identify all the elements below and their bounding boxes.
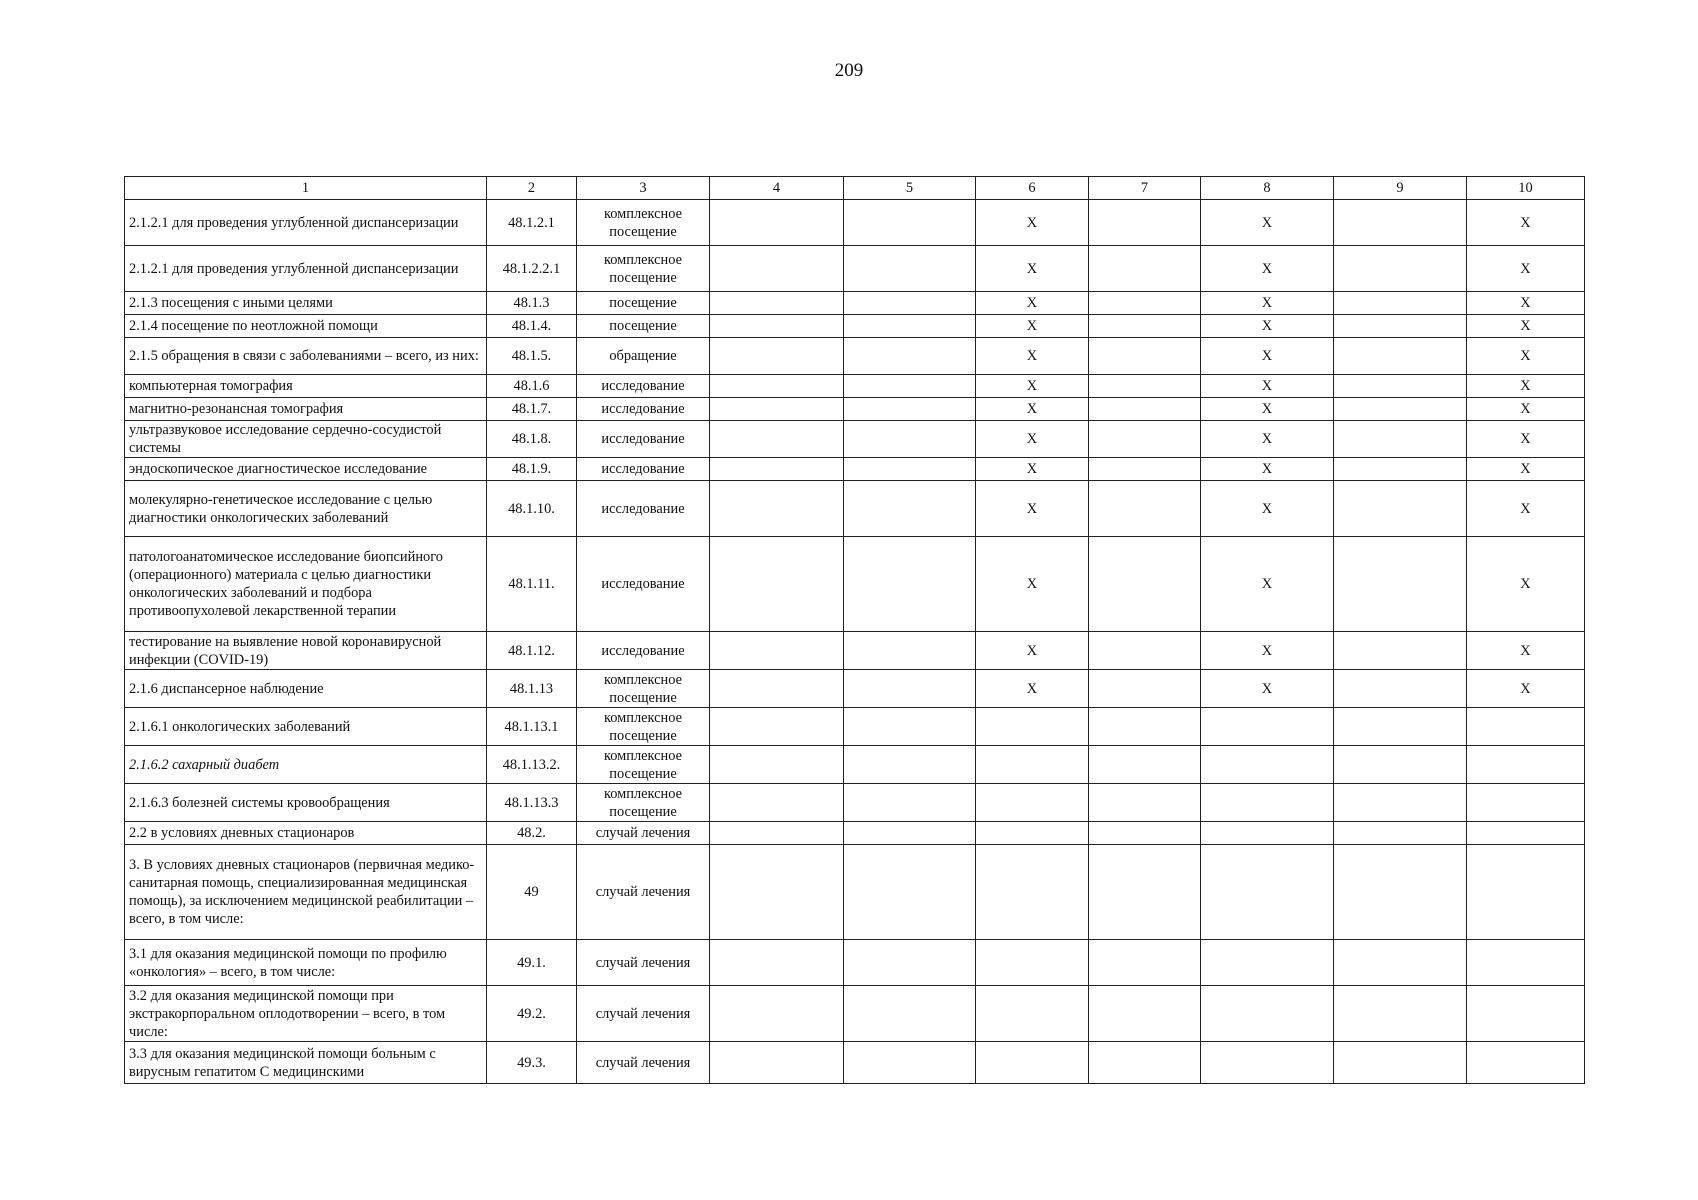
empty-cell	[1334, 315, 1467, 338]
row-unit-cell: исследование	[577, 421, 710, 458]
row-code-cell: 49	[487, 845, 577, 940]
table-row	[125, 481, 1585, 537]
empty-cell	[710, 845, 844, 940]
row-name-cell: 3.2 для оказания медицинской помощи при экстракорпоральном оплодотворении – всего, в том числе:	[125, 986, 487, 1042]
row-code-cell: 48.1.6	[487, 375, 577, 398]
empty-cell	[710, 670, 844, 708]
table-row	[125, 822, 1585, 845]
row-name-cell: патологоанатомическое исследование биопсийного (операционного) материала с целью диагностики онкологических заболеваний и подбора противоопухолевой лекарственной терапии	[125, 537, 487, 632]
x-mark-cell: X	[976, 292, 1089, 315]
x-mark-cell: X	[976, 398, 1089, 421]
x-mark-cell: X	[1467, 537, 1585, 632]
empty-cell	[710, 200, 844, 246]
row-unit-cell: обращение	[577, 338, 710, 375]
empty-cell	[1089, 481, 1201, 537]
row-name-cell: эндоскопическое диагностическое исследование	[125, 458, 487, 481]
empty-cell	[1089, 746, 1201, 784]
empty-cell	[1089, 537, 1201, 632]
x-mark-cell: X	[1201, 338, 1334, 375]
x-mark-cell: X	[1467, 398, 1585, 421]
x-mark-cell: X	[1201, 200, 1334, 246]
x-mark-cell: X	[1201, 292, 1334, 315]
column-header: 5	[844, 177, 976, 200]
empty-cell	[844, 481, 976, 537]
row-unit-cell: случай лечения	[577, 986, 710, 1042]
empty-cell	[844, 822, 976, 845]
column-header: 2	[487, 177, 577, 200]
empty-cell	[1334, 481, 1467, 537]
x-mark-cell: X	[1467, 632, 1585, 670]
table-row	[125, 784, 1585, 822]
x-mark-cell: X	[1467, 246, 1585, 292]
column-header: 9	[1334, 177, 1467, 200]
x-mark-cell	[1467, 708, 1585, 746]
empty-cell	[1334, 822, 1467, 845]
empty-cell	[710, 1042, 844, 1084]
column-header: 8	[1201, 177, 1334, 200]
empty-cell	[844, 458, 976, 481]
empty-cell	[710, 458, 844, 481]
row-name-cell: 2.1.5 обращения в связи с заболеваниями – всего, из них:	[125, 338, 487, 375]
row-unit-cell: исследование	[577, 458, 710, 481]
empty-cell	[710, 784, 844, 822]
empty-cell	[1089, 632, 1201, 670]
row-name-cell: 3.1 для оказания медицинской помощи по профилю «онкология» – всего, в том числе:	[125, 940, 487, 986]
x-mark-cell	[1201, 708, 1334, 746]
x-mark-cell: X	[1467, 375, 1585, 398]
empty-cell	[1089, 822, 1201, 845]
x-mark-cell: X	[976, 200, 1089, 246]
x-mark-cell	[1201, 986, 1334, 1042]
row-name-cell: магнитно-резонансная томография	[125, 398, 487, 421]
empty-cell	[1089, 398, 1201, 421]
row-unit-cell: комплексное посещение	[577, 746, 710, 784]
x-mark-cell: X	[1201, 375, 1334, 398]
x-mark-cell: X	[976, 537, 1089, 632]
column-header: 1	[125, 177, 487, 200]
x-mark-cell	[1467, 845, 1585, 940]
table-row	[125, 458, 1585, 481]
x-mark-cell: X	[1467, 315, 1585, 338]
x-mark-cell: X	[1201, 246, 1334, 292]
row-unit-cell: случай лечения	[577, 940, 710, 986]
row-code-cell: 48.1.5.	[487, 338, 577, 375]
x-mark-cell	[976, 1042, 1089, 1084]
empty-cell	[710, 398, 844, 421]
x-mark-cell: X	[1201, 421, 1334, 458]
empty-cell	[710, 632, 844, 670]
empty-cell	[844, 315, 976, 338]
table-row	[125, 845, 1585, 940]
x-mark-cell	[976, 708, 1089, 746]
row-name-cell: 2.1.2.1 для проведения углубленной диспансеризации	[125, 246, 487, 292]
row-unit-cell: случай лечения	[577, 1042, 710, 1084]
x-mark-cell	[976, 940, 1089, 986]
empty-cell	[1334, 200, 1467, 246]
row-code-cell: 49.2.	[487, 986, 577, 1042]
x-mark-cell	[976, 784, 1089, 822]
empty-cell	[1089, 940, 1201, 986]
row-name-cell: 2.2 в условиях дневных стационаров	[125, 822, 487, 845]
empty-cell	[1334, 398, 1467, 421]
x-mark-cell	[1201, 845, 1334, 940]
x-mark-cell	[1201, 940, 1334, 986]
row-unit-cell: комплексное посещение	[577, 708, 710, 746]
x-mark-cell	[976, 845, 1089, 940]
empty-cell	[710, 940, 844, 986]
empty-cell	[844, 986, 976, 1042]
empty-cell	[1334, 458, 1467, 481]
table-row	[125, 1042, 1585, 1084]
x-mark-cell: X	[976, 246, 1089, 292]
empty-cell	[1089, 1042, 1201, 1084]
row-unit-cell: посещение	[577, 292, 710, 315]
row-unit-cell: посещение	[577, 315, 710, 338]
x-mark-cell	[976, 986, 1089, 1042]
x-mark-cell: X	[1201, 458, 1334, 481]
x-mark-cell	[1467, 746, 1585, 784]
empty-cell	[710, 338, 844, 375]
row-name-cell: 2.1.6.1 онкологических заболеваний	[125, 708, 487, 746]
row-name-cell: 2.1.6.3 болезней системы кровообращения	[125, 784, 487, 822]
row-name-cell: тестирование на выявление новой коронавирусной инфекции (COVID-19)	[125, 632, 487, 670]
table-row	[125, 315, 1585, 338]
empty-cell	[710, 537, 844, 632]
empty-cell	[844, 421, 976, 458]
x-mark-cell: X	[976, 315, 1089, 338]
empty-cell	[1334, 845, 1467, 940]
x-mark-cell: X	[1201, 315, 1334, 338]
table-row	[125, 632, 1585, 670]
empty-cell	[844, 784, 976, 822]
row-name-cell: компьютерная томография	[125, 375, 487, 398]
empty-cell	[844, 375, 976, 398]
x-mark-cell: X	[1201, 632, 1334, 670]
row-code-cell: 48.1.3	[487, 292, 577, 315]
x-mark-cell: X	[976, 338, 1089, 375]
row-code-cell: 48.1.2.1	[487, 200, 577, 246]
x-mark-cell: X	[976, 481, 1089, 537]
empty-cell	[844, 338, 976, 375]
table-row	[125, 292, 1585, 315]
x-mark-cell: X	[976, 458, 1089, 481]
table-row	[125, 375, 1585, 398]
row-code-cell: 48.2.	[487, 822, 577, 845]
empty-cell	[1334, 746, 1467, 784]
empty-cell	[1334, 375, 1467, 398]
empty-cell	[844, 746, 976, 784]
x-mark-cell	[1467, 986, 1585, 1042]
empty-cell	[1089, 200, 1201, 246]
row-unit-cell: исследование	[577, 632, 710, 670]
row-name-cell: ультразвуковое исследование сердечно-сосудистой системы	[125, 421, 487, 458]
empty-cell	[1089, 708, 1201, 746]
x-mark-cell: X	[1467, 481, 1585, 537]
x-mark-cell: X	[976, 632, 1089, 670]
row-code-cell: 48.1.2.2.1	[487, 246, 577, 292]
x-mark-cell	[1201, 784, 1334, 822]
row-name-cell: 3. В условиях дневных стационаров (первичная медико-санитарная помощь, специализированная медицинская помощь), за исключением медицинской реабилитации – всего, в том числе:	[125, 845, 487, 940]
row-unit-cell: комплексное посещение	[577, 200, 710, 246]
row-unit-cell: исследование	[577, 375, 710, 398]
row-code-cell: 48.1.11.	[487, 537, 577, 632]
table-row	[125, 421, 1585, 458]
empty-cell	[1089, 246, 1201, 292]
row-name-cell: молекулярно-генетическое исследование с целью диагностики онкологических заболеваний	[125, 481, 487, 537]
x-mark-cell	[1467, 822, 1585, 845]
row-code-cell: 48.1.13	[487, 670, 577, 708]
empty-cell	[1334, 940, 1467, 986]
empty-cell	[1334, 421, 1467, 458]
x-mark-cell	[976, 822, 1089, 845]
table-row	[125, 200, 1585, 246]
row-code-cell: 48.1.9.	[487, 458, 577, 481]
row-unit-cell: случай лечения	[577, 845, 710, 940]
empty-cell	[710, 746, 844, 784]
row-name-cell: 2.1.6 диспансерное наблюдение	[125, 670, 487, 708]
x-mark-cell	[1467, 784, 1585, 822]
row-unit-cell: комплексное посещение	[577, 670, 710, 708]
row-unit-cell: случай лечения	[577, 822, 710, 845]
x-mark-cell: X	[976, 421, 1089, 458]
table-row	[125, 670, 1585, 708]
x-mark-cell	[1467, 940, 1585, 986]
x-mark-cell: X	[1201, 670, 1334, 708]
table-row	[125, 940, 1585, 986]
row-code-cell: 48.1.13.1	[487, 708, 577, 746]
row-name-cell: 3.3 для оказания медицинской помощи больным с вирусным гепатитом С медицинскими	[125, 1042, 487, 1084]
row-code-cell: 48.1.8.	[487, 421, 577, 458]
empty-cell	[1089, 338, 1201, 375]
empty-cell	[710, 822, 844, 845]
row-unit-cell: исследование	[577, 481, 710, 537]
row-code-cell: 49.1.	[487, 940, 577, 986]
empty-cell	[710, 421, 844, 458]
row-code-cell: 48.1.13.2.	[487, 746, 577, 784]
empty-cell	[1089, 292, 1201, 315]
empty-cell	[710, 986, 844, 1042]
table-row	[125, 986, 1585, 1042]
empty-cell	[844, 398, 976, 421]
empty-cell	[1089, 315, 1201, 338]
x-mark-cell: X	[976, 670, 1089, 708]
x-mark-cell: X	[1467, 458, 1585, 481]
empty-cell	[1089, 375, 1201, 398]
x-mark-cell: X	[1467, 421, 1585, 458]
empty-cell	[844, 292, 976, 315]
row-code-cell: 49.3.	[487, 1042, 577, 1084]
empty-cell	[1089, 784, 1201, 822]
empty-cell	[844, 670, 976, 708]
table-row	[125, 398, 1585, 421]
x-mark-cell	[1201, 746, 1334, 784]
table-row	[125, 338, 1585, 375]
empty-cell	[1334, 246, 1467, 292]
x-mark-cell: X	[1201, 537, 1334, 632]
empty-cell	[1334, 338, 1467, 375]
x-mark-cell: X	[1467, 200, 1585, 246]
row-name-cell: 2.1.6.2 сахарный диабет	[125, 746, 487, 784]
row-code-cell: 48.1.7.	[487, 398, 577, 421]
empty-cell	[710, 708, 844, 746]
row-unit-cell: исследование	[577, 537, 710, 632]
row-code-cell: 48.1.13.3	[487, 784, 577, 822]
column-header: 3	[577, 177, 710, 200]
x-mark-cell: X	[1467, 292, 1585, 315]
row-name-cell: 2.1.2.1 для проведения углубленной диспансеризации	[125, 200, 487, 246]
empty-cell	[1089, 458, 1201, 481]
x-mark-cell: X	[1467, 670, 1585, 708]
empty-cell	[844, 940, 976, 986]
empty-cell	[844, 246, 976, 292]
row-name-cell: 2.1.3 посещения с иными целями	[125, 292, 487, 315]
empty-cell	[844, 200, 976, 246]
table-row	[125, 537, 1585, 632]
empty-cell	[1334, 986, 1467, 1042]
column-header: 10	[1467, 177, 1585, 200]
empty-cell	[844, 845, 976, 940]
data-table	[124, 176, 1585, 1084]
empty-cell	[1089, 670, 1201, 708]
x-mark-cell	[1201, 822, 1334, 845]
column-header: 4	[710, 177, 844, 200]
table-row	[125, 246, 1585, 292]
empty-cell	[1334, 784, 1467, 822]
x-mark-cell	[1467, 1042, 1585, 1084]
empty-cell	[1334, 537, 1467, 632]
x-mark-cell: X	[1467, 338, 1585, 375]
x-mark-cell: X	[1201, 481, 1334, 537]
empty-cell	[710, 315, 844, 338]
row-code-cell: 48.1.4.	[487, 315, 577, 338]
header-row	[125, 177, 1585, 200]
x-mark-cell: X	[1201, 398, 1334, 421]
table-row	[125, 746, 1585, 784]
x-mark-cell	[976, 746, 1089, 784]
x-mark-cell: X	[976, 375, 1089, 398]
empty-cell	[1334, 670, 1467, 708]
empty-cell	[844, 1042, 976, 1084]
empty-cell	[710, 292, 844, 315]
empty-cell	[1334, 292, 1467, 315]
empty-cell	[710, 246, 844, 292]
page-number: 209	[834, 60, 864, 81]
x-mark-cell	[1201, 1042, 1334, 1084]
empty-cell	[1089, 845, 1201, 940]
empty-cell	[710, 375, 844, 398]
empty-cell	[1334, 632, 1467, 670]
column-header: 6	[976, 177, 1089, 200]
empty-cell	[844, 632, 976, 670]
column-header: 7	[1089, 177, 1201, 200]
row-code-cell: 48.1.12.	[487, 632, 577, 670]
empty-cell	[844, 537, 976, 632]
empty-cell	[1089, 421, 1201, 458]
empty-cell	[1089, 986, 1201, 1042]
row-name-cell: 2.1.4 посещение по неотложной помощи	[125, 315, 487, 338]
empty-cell	[710, 481, 844, 537]
table-row	[125, 708, 1585, 746]
row-unit-cell: комплексное посещение	[577, 784, 710, 822]
empty-cell	[844, 708, 976, 746]
row-unit-cell: исследование	[577, 398, 710, 421]
row-code-cell: 48.1.10.	[487, 481, 577, 537]
empty-cell	[1334, 1042, 1467, 1084]
empty-cell	[1334, 708, 1467, 746]
row-unit-cell: комплексное посещение	[577, 246, 710, 292]
